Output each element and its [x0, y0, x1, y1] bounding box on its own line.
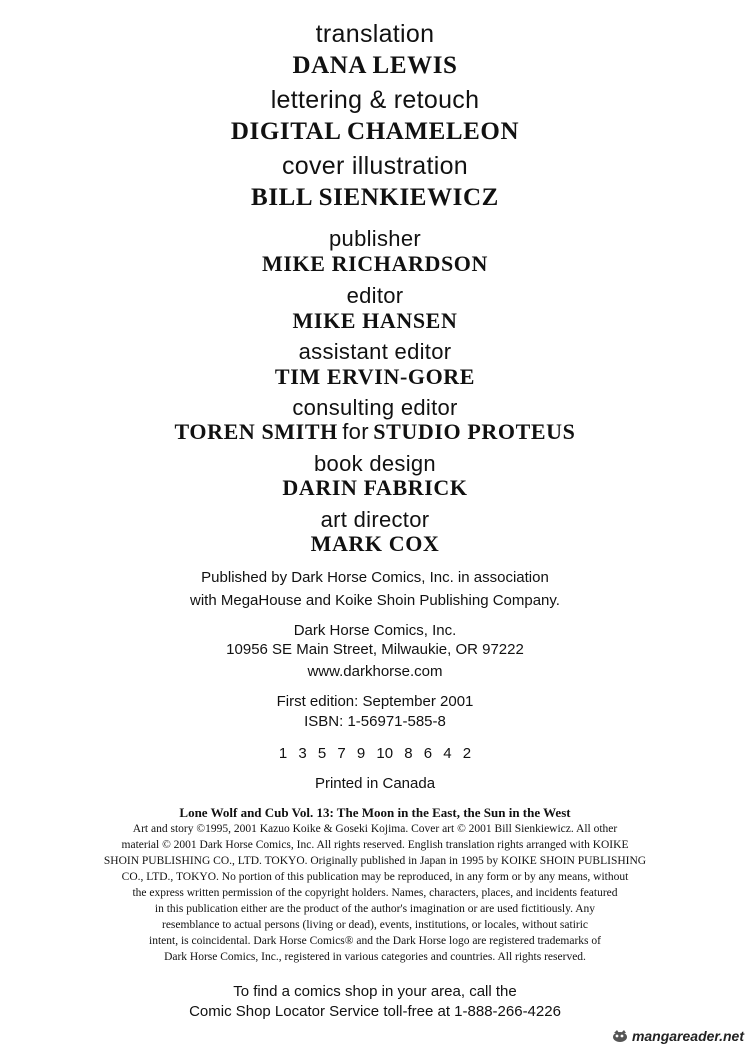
credit-role-lettering: lettering & retouch: [270, 86, 480, 114]
first-edition: First edition: September 2001: [276, 693, 474, 710]
credit-name-art-director: MARK COX: [310, 531, 440, 556]
credit-name-publisher: MIKE RICHARDSON: [262, 251, 488, 276]
legal-line: material © 2001 Dark Horse Comics, Inc. All rights reserved. English translation rights arranged with KOIKE: [121, 839, 629, 851]
credit-name-consulting-editor: [0, 419, 750, 445]
credit-role-translation: translation: [315, 20, 435, 48]
book-title: Lone Wolf and Cub Vol. 13: The Moon in the East, the Sun in the West: [179, 805, 571, 820]
consulting-editor-for: for: [342, 419, 369, 444]
credit-role-cover: cover illustration: [281, 152, 469, 180]
credit-name-editor: MIKE HANSEN: [292, 308, 458, 333]
credit-name-book-design: DARIN FABRICK: [282, 475, 468, 500]
legal-line: resemblance to actual persons (living or dead), events, institutions, or locales, without satiric: [161, 919, 589, 931]
credit-role-book-design: book design: [314, 451, 436, 476]
printed-in: Printed in Canada: [314, 775, 436, 792]
legal-line: Art and story ©1995, 2001 Kazuo Koike & Goseki Kojima. Cover art © 2001 Bill Sienkiewicz. All other: [132, 823, 618, 835]
legal-line: Dark Horse Comics, Inc., registered in various categories and countries. All rights reserved.: [164, 951, 586, 963]
credit-name-translation: DANA LEWIS: [292, 52, 458, 79]
credit-role-publisher: publisher: [329, 226, 421, 251]
legal-line: SHOIN PUBLISHING CO., LTD. TOKYO. Originally published in Japan in 1995 by KOIKE SHOIN PUBLISHING: [103, 855, 647, 867]
publisher-address-name: Dark Horse Comics, Inc.: [293, 622, 457, 639]
shop-locator-line-2: Comic Shop Locator Service toll-free at 1-888-266-4226: [189, 1003, 561, 1020]
credit-name-lettering: DIGITAL CHAMELEON: [230, 118, 520, 145]
legal-line: the express written permission of the copyright holders. Names, characters, places, and incidents featured: [132, 887, 618, 899]
published-by-line-1: Published by Dark Horse Comics, Inc. in association: [201, 569, 549, 586]
isbn: ISBN: 1-56971-585-8: [304, 713, 446, 730]
publisher-address-street: 10956 SE Main Street, Milwaukie, OR 97222: [226, 641, 524, 658]
legal-line: CO., LTD., TOKYO. No portion of this publication may be reproduced, in any form or by any means, without: [121, 871, 629, 883]
credit-name-cover: BILL SIENKIEWICZ: [251, 184, 499, 211]
credit-name-assistant-editor: TIM ERVIN-GORE: [274, 364, 476, 389]
credit-role-assistant-editor: assistant editor: [298, 339, 452, 364]
credit-role-art-director: art director: [320, 507, 430, 532]
shop-locator-line-1: To find a comics shop in your area, call the: [233, 983, 517, 1000]
publisher-website: www.darkhorse.com: [307, 663, 443, 680]
legal-line: in this publication either are the product of the author's imagination or are used fictitiously. Any: [154, 903, 596, 915]
published-by-line-2: with MegaHouse and Koike Shoin Publishing Company.: [190, 592, 560, 609]
consulting-editor-name: TOREN SMITH: [174, 419, 338, 444]
watermark: [611, 1028, 744, 1044]
printing-numbers: 1 3 5 7 9 10 8 6 4 2: [278, 745, 472, 762]
mascot-icon: [611, 1029, 629, 1043]
credit-role-editor: editor: [346, 283, 404, 308]
consulting-editor-studio: STUDIO PROTEUS: [373, 419, 576, 444]
watermark-text: mangareader.net: [631, 1028, 744, 1044]
credit-role-consulting-editor: consulting editor: [292, 395, 458, 420]
legal-line: intent, is coincidental. Dark Horse Comics® and the Dark Horse logo are registered trademarks of: [149, 935, 601, 947]
